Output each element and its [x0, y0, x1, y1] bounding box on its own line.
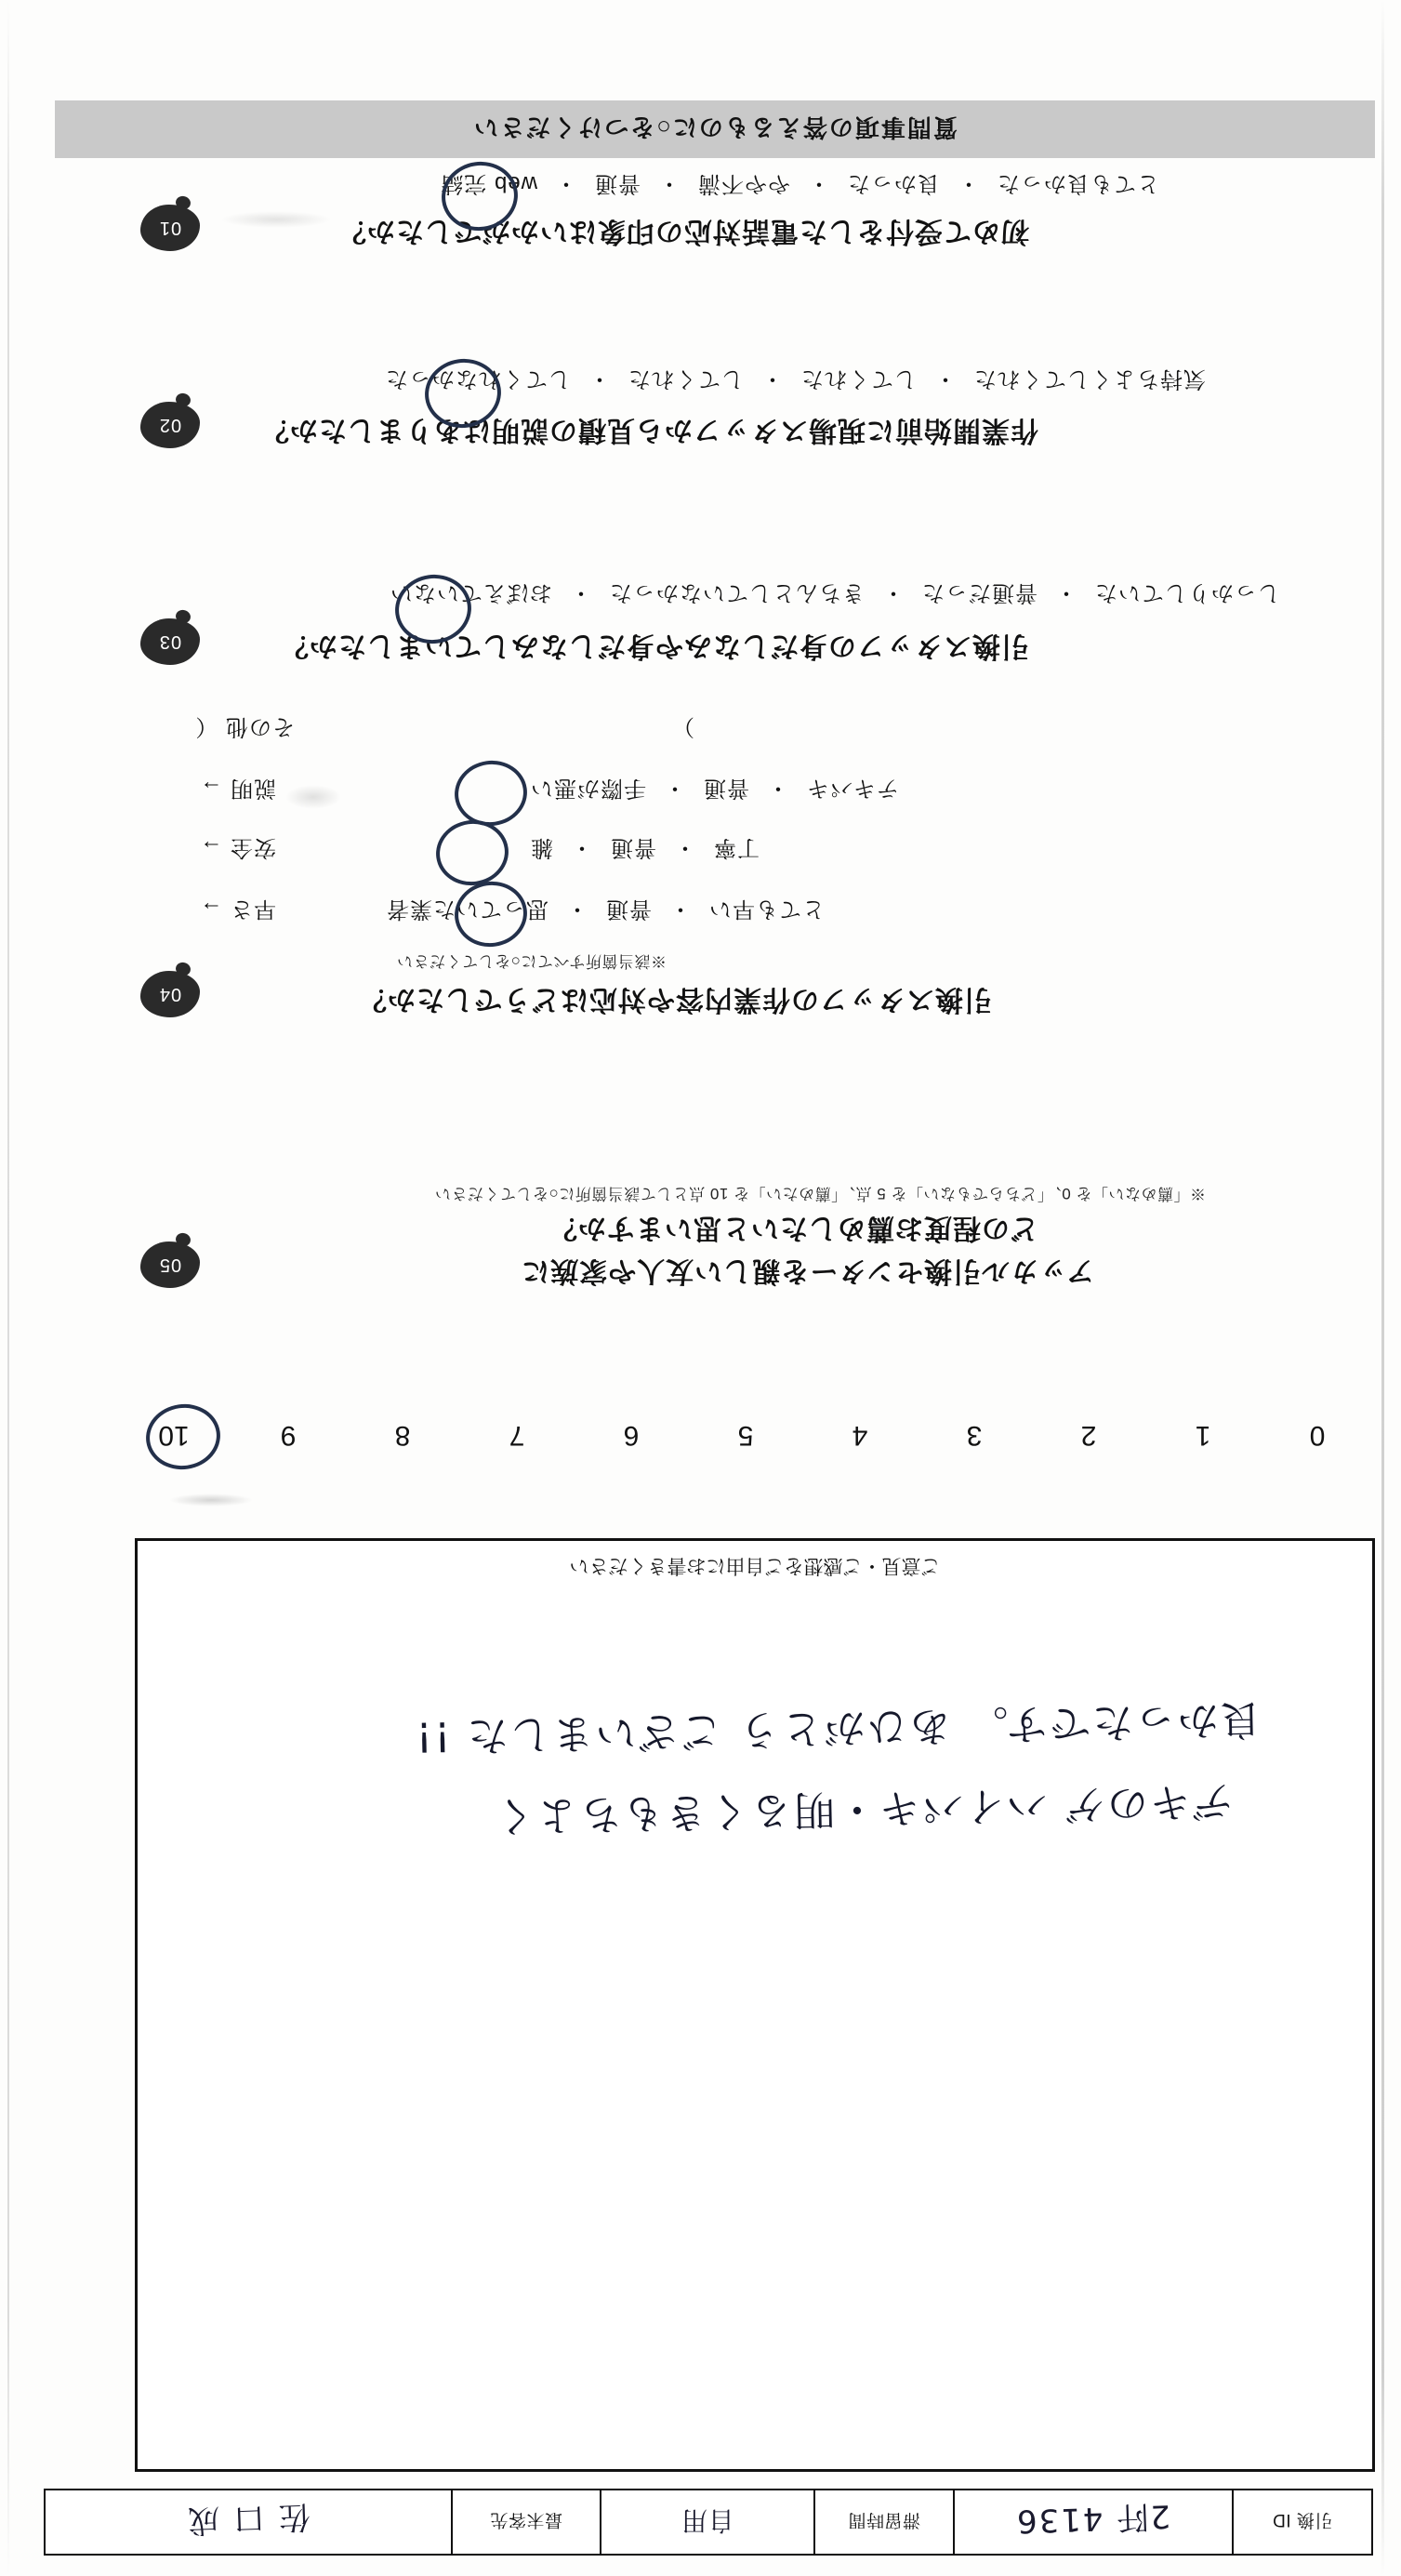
question-2-number: 02 — [140, 402, 200, 448]
q4-r1-option-2[interactable]: 普通 — [605, 896, 652, 922]
question-5-scale-row[interactable] — [146, 1419, 1345, 1451]
question-4-row-1-options[interactable]: とても早い・普通・思っていた業者 — [386, 896, 825, 922]
q4-r1-option-3[interactable]: 思っていた業者 — [386, 896, 549, 922]
paper-edge-left — [1381, 0, 1384, 2576]
scan-smudge — [169, 1494, 253, 1507]
q1-option-2[interactable]: 良かった — [847, 171, 940, 196]
free-comment-handwriting-line2: 良かったです。 あひがとう ございました !! — [413, 1694, 1262, 1760]
scale-option-3[interactable]: 3 — [966, 1420, 983, 1451]
scale-option-0[interactable]: 0 — [1309, 1420, 1326, 1451]
q4-r3-option-2[interactable]: 普通 — [703, 776, 749, 801]
scan-smudge — [220, 211, 332, 228]
free-comment-box[interactable] — [135, 1538, 1375, 2472]
header-id-label: 引換 ID — [1232, 2490, 1371, 2554]
q4-r1-option-1[interactable]: とても早い — [708, 896, 825, 922]
instruction-bar: 質問事項の答えるものに○をつけください — [55, 100, 1375, 158]
q1-option-4[interactable]: 普通 — [594, 171, 641, 196]
question-3-options[interactable]: しっかりしていた・普通だった・きちんとしていなかった・おぼえていない — [390, 580, 1280, 605]
header-time-value — [600, 2490, 813, 2554]
header-table — [44, 2489, 1373, 2556]
q4-r3-option-3[interactable]: 手際が悪い — [530, 776, 646, 801]
question-4-number: 04 — [140, 971, 200, 1017]
q1-option-1[interactable]: とても良かった — [997, 171, 1159, 196]
question-5-text-line1: アッカル引換センターを親しい友人や家族に — [521, 1255, 1094, 1286]
question-5-text-line2: どの程度お薦めしたいと思いますか？ — [549, 1213, 1038, 1243]
question-4-note: ※該当箇所すべてに○をしてください — [396, 952, 667, 970]
scale-option-10[interactable]: 10 — [158, 1420, 190, 1451]
header-customer-value — [46, 2490, 451, 2554]
q1-option-5[interactable]: web 完結 — [440, 171, 537, 196]
scale-option-6[interactable]: 6 — [623, 1420, 640, 1451]
question-4-other-label[interactable]: その他 （ — [194, 714, 295, 739]
q4-r2-option-1[interactable]: 丁寧 — [713, 835, 760, 860]
header-time-handwriting: 自用 — [681, 2505, 735, 2536]
question-5-note: ※「薦めない」を 0、「どちらでもない」を 5 点、「薦めたい」を 10 点として該当箇所に○をしてください — [434, 1185, 1206, 1202]
question-4-row-3-options[interactable]: テキパキ・普通・手際が悪い — [530, 776, 899, 801]
question-1-text: 初めて受付をした電話対応の印象はいかがでしたか？ — [337, 216, 1029, 246]
scale-option-9[interactable]: 9 — [280, 1420, 297, 1451]
header-time-label: 滞留時間 — [813, 2490, 953, 2554]
free-comment-label: ご意見・ご感想をご自由にお書きください — [569, 1555, 941, 1576]
free-comment-handwriting-line1: デキのゲ ハイパキ・明るくきもちよく — [492, 1776, 1235, 1840]
question-2-options[interactable]: 気持ちよくしてくれた・してくれた・してくれた・してくれなかった — [385, 366, 1206, 392]
q3-option-2[interactable]: 普通だった — [921, 580, 1038, 605]
question-4-row-2-label: 安全 → — [199, 835, 276, 860]
q3-option-4[interactable]: おぼえていない — [390, 580, 552, 605]
q2-option-2[interactable]: してくれた — [800, 366, 917, 392]
scale-option-4[interactable]: 4 — [852, 1420, 868, 1451]
question-4-row-2-options[interactable]: 丁寧・普通・雑 — [530, 835, 760, 860]
q4-r2-option-2[interactable]: 普通 — [610, 835, 656, 860]
question-3-text: 引換スタッフの身だしなみや身だしなみしていましたか？ — [280, 631, 1029, 661]
q4-r3-option-1[interactable]: テキパキ — [806, 776, 899, 801]
question-4-other-close: ） — [671, 714, 694, 739]
q2-option-1[interactable]: 気持ちよくしてくれた — [973, 366, 1206, 392]
q1-option-3[interactable]: やや不満 — [697, 171, 790, 196]
header-id-handwriting: 2阡 4136 — [1014, 2497, 1172, 2541]
q4-r2-option-3[interactable]: 雑 — [530, 835, 553, 860]
scale-option-5[interactable]: 5 — [737, 1420, 754, 1451]
question-5-number: 05 — [140, 1242, 200, 1288]
q4-r2-selected-circle — [432, 816, 513, 890]
scan-smudge — [285, 785, 341, 809]
question-1-number: 01 — [140, 205, 200, 251]
q4-r3-selected-circle — [451, 756, 532, 830]
scale-option-1[interactable]: 1 — [1195, 1420, 1211, 1451]
question-4-row-3-label: 説明 → — [199, 776, 276, 801]
q3-option-1[interactable]: しっかりしていた — [1094, 580, 1280, 605]
question-4-row-1-label: 早さ → — [199, 896, 276, 922]
header-id-value — [953, 2490, 1232, 2554]
question-2-text: 作業開始前に現場スタッフから見積の説明はありましたか？ — [260, 415, 1038, 445]
scale-option-2[interactable]: 2 — [1080, 1420, 1097, 1451]
question-1-options[interactable]: とても良かった・良かった・やや不満・普通・web 完結 — [440, 171, 1159, 196]
scale-option-7[interactable]: 7 — [509, 1420, 525, 1451]
q2-option-3[interactable]: してくれた — [628, 366, 744, 392]
scale-option-8[interactable]: 8 — [394, 1420, 411, 1451]
q3-option-3[interactable]: きちんとしていなかった — [609, 580, 865, 605]
q2-option-4[interactable]: してくれなかった — [385, 366, 571, 392]
paper-edge-right — [7, 0, 9, 2576]
header-customer-label: 最末客先 — [451, 2490, 600, 2554]
question-3-number: 03 — [140, 618, 200, 665]
question-4-text: 引換スタッフの作業内容や対応はどうでしたか？ — [358, 984, 992, 1015]
header-customer-handwriting: 佐 口 成 — [185, 2498, 311, 2540]
